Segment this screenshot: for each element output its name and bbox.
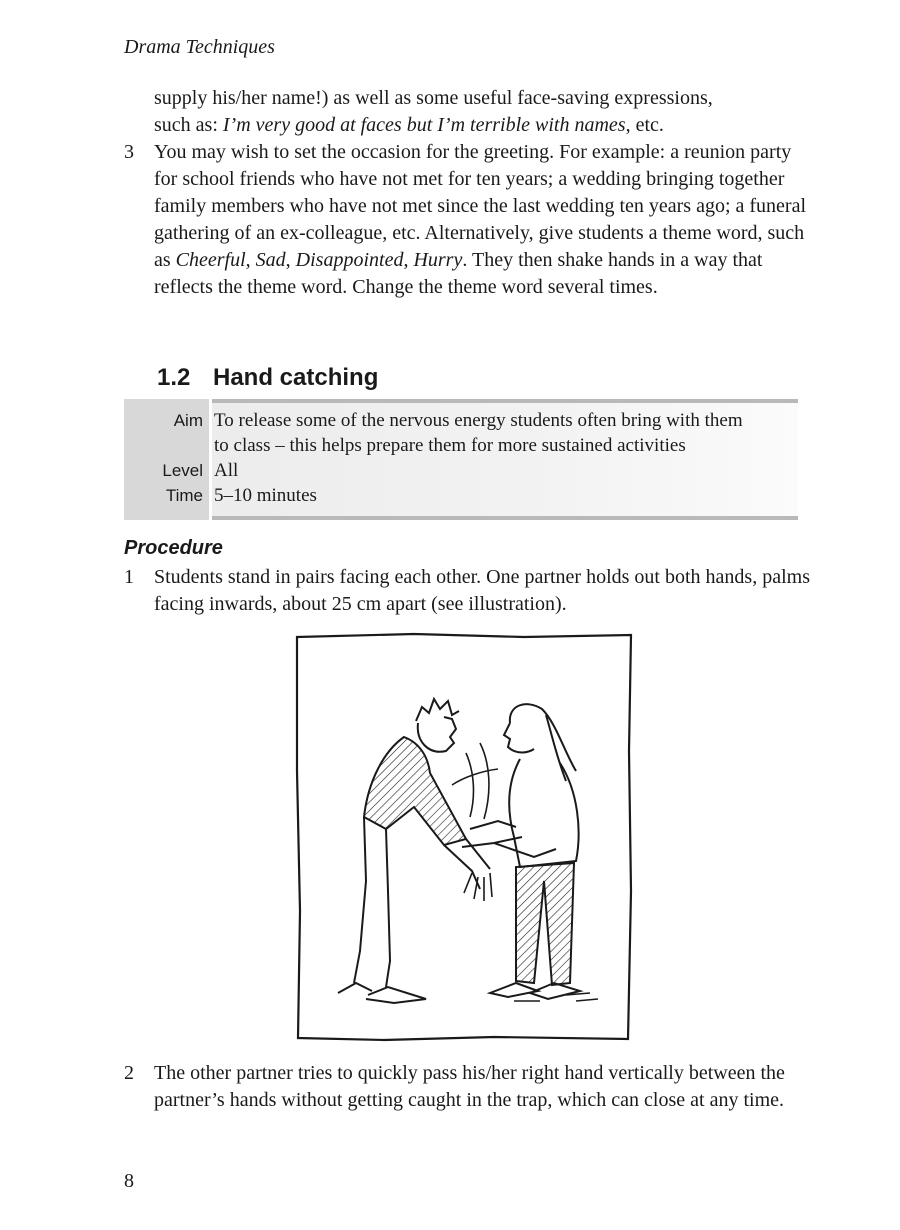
left-figure-sweater: [364, 737, 466, 845]
step-1-number: 1: [124, 566, 134, 588]
continued-line-2-suffix: , etc.: [625, 114, 664, 136]
right-figure-shoes: [490, 983, 580, 999]
motion-lines: [452, 743, 498, 819]
left-figure-fingers: [464, 873, 492, 901]
step-2-number: 2: [124, 1062, 134, 1084]
right-figure-face: [504, 723, 534, 753]
aim-value: [214, 408, 794, 458]
procedure-heading: Procedure: [124, 537, 223, 559]
running-head: Drama Techniques: [124, 36, 275, 58]
step-1-text: Students stand in pairs facing each other. One partner holds out both hands, palms facing inwards, about 25 cm apart (see illustration).: [154, 566, 810, 615]
step-2-text: The other partner tries to quickly pass his/her right hand vertically between the partner’s hands without getting caught in the trap, which can close at any time.: [154, 1062, 785, 1111]
hand-catching-illustration: [294, 631, 634, 1048]
time-label: Time: [165, 486, 203, 505]
level-label: Level: [162, 461, 203, 480]
theme-word-cheerful: Cheerful: [175, 249, 246, 271]
continued-line-2-prefix: such as:: [154, 114, 223, 136]
right-figure-trousers: [516, 863, 574, 985]
continued-paragraph: [154, 85, 814, 139]
level-value: All: [214, 460, 239, 481]
step-3-number: 3: [124, 141, 134, 163]
section-heading: [157, 364, 378, 392]
continued-example-phrase: I’m very good at faces but I’m terrible with names: [222, 114, 626, 136]
time-value: 5–10 minutes: [214, 485, 317, 506]
theme-word-sad: Sad: [255, 249, 286, 271]
illustration-drawing: [294, 631, 634, 1043]
right-figure-torso: [509, 759, 578, 867]
step-3-sep-3: ,: [403, 249, 414, 271]
page-number: 8: [124, 1170, 134, 1192]
step-3-sep-1: ,: [245, 249, 256, 271]
step-3-text-b: . They then shake hands in a way that reflects the theme word. Change the theme word several times.: [154, 249, 763, 298]
right-figure-hair: [510, 704, 576, 781]
aim-label: Aim: [173, 411, 203, 430]
aim-line-2: to class – this helps prepare them for more sustained activities: [214, 435, 686, 456]
section-title: Hand catching: [213, 364, 379, 391]
left-figure-head: [418, 717, 456, 752]
left-figure-hair: [416, 699, 459, 721]
theme-word-disappointed: Disappointed: [295, 249, 404, 271]
left-figure-shoes: [338, 983, 426, 1003]
left-figure-legs: [354, 817, 390, 987]
continued-line-1: supply his/her name!) as well as some useful face-saving expressions,: [154, 87, 713, 109]
step-3-sep-2: ,: [285, 249, 296, 271]
aim-line-1: To release some of the nervous energy students often bring with them: [214, 410, 743, 431]
step-3-paragraph: [154, 139, 814, 301]
theme-word-hurry: Hurry: [413, 249, 463, 271]
step-3-text-a: You may wish to set the occasion for the greeting. For example: a reunion party for school friends who have not met for ten years; a wedding bringing together family members who have not met since the last wedding ten years ago; a funeral gathering of an ex-colleague, etc. Alternatively, give students a theme word, such as: [154, 141, 807, 271]
section-number: 1.2: [157, 364, 191, 391]
